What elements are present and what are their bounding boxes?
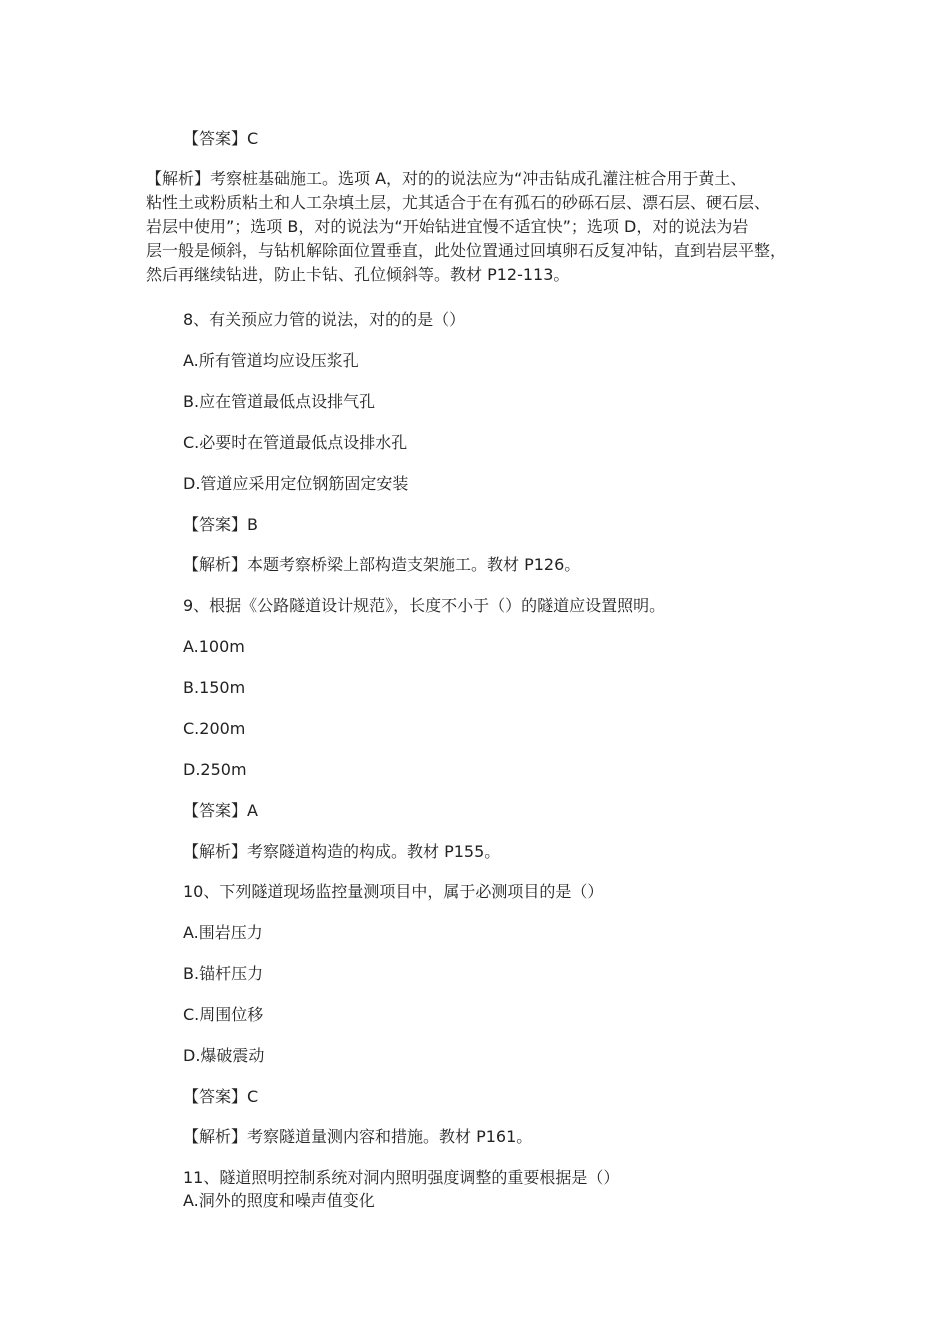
text-line: 【解析】考察隧道量测内容和措施。教材 P161。 [183, 1127, 533, 1146]
text-line: A.所有管道均应设压浆孔 [183, 351, 359, 370]
text-line: D.爆破震动 [183, 1046, 265, 1065]
text-line: 【答案】A [183, 801, 258, 820]
text-line: A.100m [183, 637, 245, 656]
text-line: 【答案】C [183, 1087, 259, 1106]
text-line: C.周围位移 [183, 1005, 264, 1024]
text-line: B.锚杆压力 [183, 964, 264, 983]
text-line: 9、根据《公路隧道设计规范》，长度不小于（）的隧道应设置照明。 [183, 596, 666, 615]
analysis-line: 岩层中使用”；选项 B，对的说法为“开始钻进宜慢不适宜快”；选项 D，对的说法为岩 [146, 217, 749, 236]
text-line: D.管道应采用定位钢筋固定安装 [183, 474, 409, 493]
text-line: C.必要时在管道最低点设排水孔 [183, 433, 408, 452]
analysis-line: 【解析】考察桩基础施工。选项 A，对的的说法应为“冲击钻成孔灌注桩合用于黄土、 [146, 169, 747, 188]
analysis-paragraph-7 [146, 167, 816, 287]
analysis-line: 层一般是倾斜，与钻机解除面位置垂直，此处位置通过回填卵石反复冲钻，直到岩层平整， [146, 241, 787, 260]
analysis-line: 粘性土或粉质粘土和人工杂填土层，尤其适合于在有孤石的砂砾石层、漂石层、硬石层、 [146, 193, 771, 212]
text-line: B.应在管道最低点设排气孔 [183, 392, 376, 411]
text-line: 11、隧道照明控制系统对洞内照明强度调整的重要根据是（） [183, 1168, 620, 1187]
text-line: 8、有关预应力管的说法，对的的是（） [183, 310, 466, 329]
text-line: A.洞外的照度和噪声值变化 [183, 1191, 375, 1210]
text-line: C.200m [183, 719, 246, 738]
text-line: A.围岩压力 [183, 923, 263, 942]
text-line: 【答案】B [183, 515, 258, 534]
text-line: 10、下列隧道现场监控量测项目中，属于必测项目的是（） [183, 882, 604, 901]
text-line: D.250m [183, 760, 247, 779]
text-line: 【解析】考察隧道构造的构成。教材 P155。 [183, 842, 501, 861]
text-line: 【答案】C [183, 129, 259, 148]
analysis-line: 然后再继续钻进，防止卡钻、孔位倾斜等。教材 P12-113。 [146, 265, 570, 284]
text-line: 【解析】本题考察桥梁上部构造支架施工。教材 P126。 [183, 555, 581, 574]
text-line: B.150m [183, 678, 246, 697]
